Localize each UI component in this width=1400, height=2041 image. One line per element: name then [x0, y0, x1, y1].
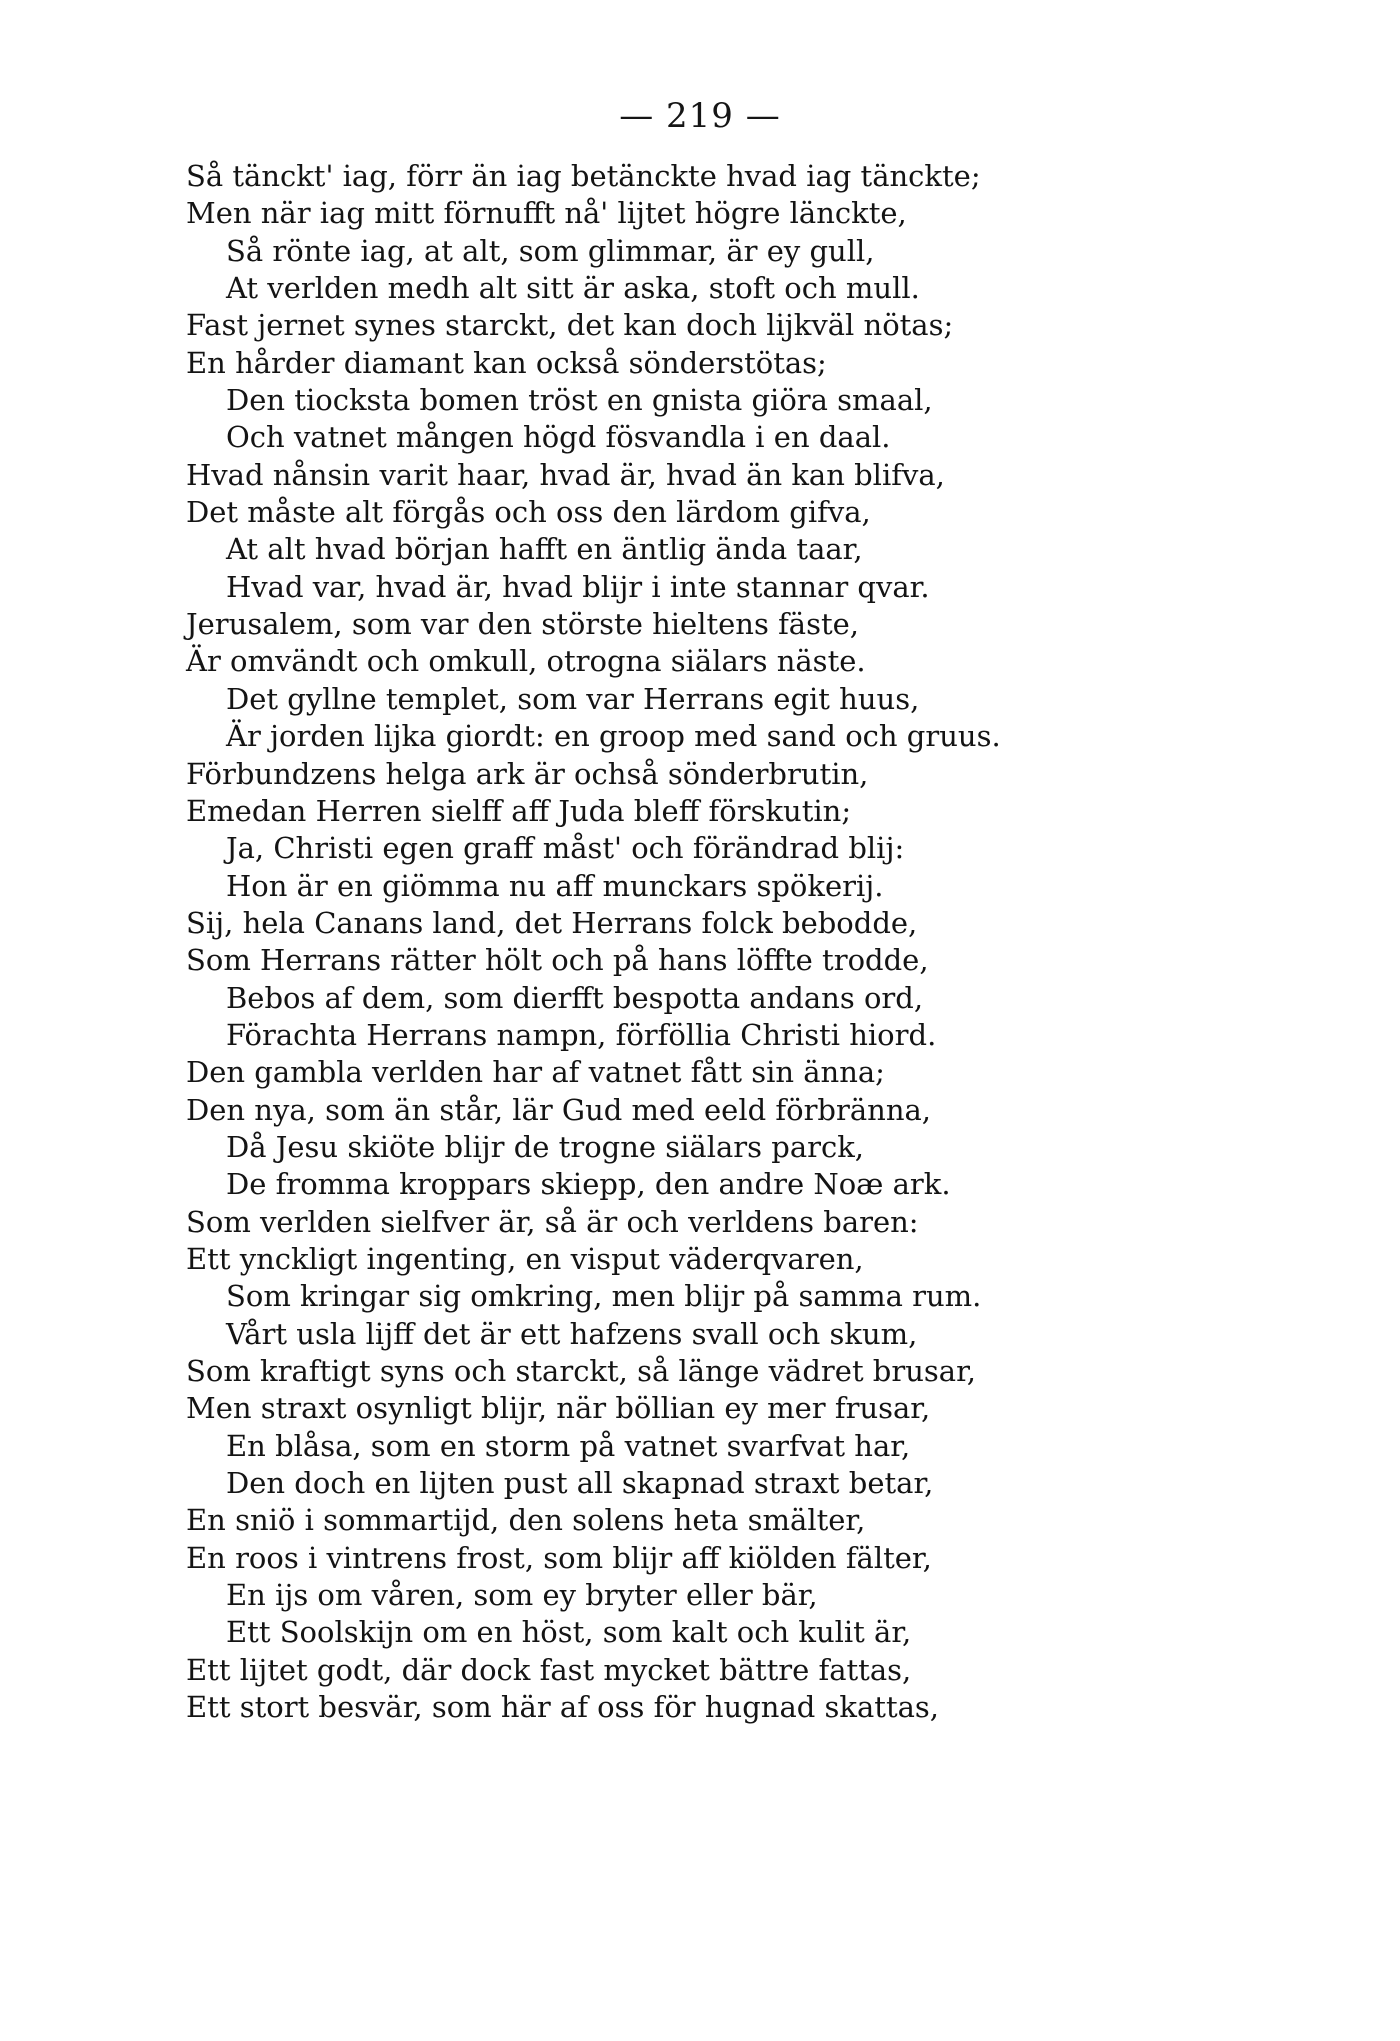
- poem-line: Som Herrans rätter hölt och på hans löffte trodde,: [186, 943, 929, 978]
- poem-line: Ett lijtet godt, där dock fast mycket bättre fattas,: [186, 1652, 912, 1687]
- poem-line: Ett ynckligt ingenting, en visput väderqvaren,: [186, 1241, 864, 1276]
- poem-line: Sij, hela Canans land, det Herrans folck bebodde,: [186, 905, 918, 940]
- poem-line: Hon är en giömma nu aff munckars spökerij.: [226, 868, 884, 903]
- poem-line: Är omvändt och omkull, otrogna siälars näste.: [186, 644, 866, 679]
- poem-line: Men när iag mitt förnufft nå' lijtet högre länckte,: [186, 196, 907, 231]
- poem-line: En roos i vintrens frost, som blijr aff kiölden fälter,: [186, 1540, 932, 1575]
- poem-line: En ijs om våren, som ey bryter eller bär,: [226, 1578, 818, 1613]
- poem-line: En blåsa, som en storm på vatnet svarfvat har,: [226, 1428, 911, 1463]
- poem-line: Så rönte iag, at alt, som glimmar, är ey gull,: [226, 233, 875, 268]
- poem-line: Den nya, som än står, lär Gud med eeld förbränna,: [186, 1092, 932, 1127]
- poem-line: Den doch en lijten pust all skapnad straxt betar,: [226, 1466, 934, 1501]
- poem-line: At verlden medh alt sitt är aska, stoft och mull.: [226, 271, 920, 306]
- poem-line: Hvad nånsin varit haar, hvad är, hvad än kan blifva,: [186, 457, 945, 492]
- poem-line: Ett Soolskijn om en höst, som kalt och kulit är,: [226, 1615, 912, 1650]
- poem-line: En hårder diamant kan också sönderstötas;: [186, 345, 827, 380]
- poem-line: Jerusalem, som var den störste hieltens fäste,: [186, 607, 860, 642]
- poem-line: Som kraftigt syns och starckt, så länge vädret brusar,: [186, 1354, 976, 1388]
- poem-line: Ja, Christi egen graff måst' och förändrad blij:: [226, 831, 905, 866]
- poem-line: Förbundzens helga ark är ochså sönderbrutin,: [186, 756, 869, 791]
- poem-line: Är jorden lijka giordt: en groop med sand och gruus.: [226, 719, 1001, 754]
- poem-line: En sniö i sommartijd, den solens heta smälter,: [186, 1503, 866, 1538]
- poem-line: Som kringar sig omkring, men blijr på samma rum.: [226, 1279, 982, 1314]
- poem-line: Men straxt osynligt blijr, när böllian ey mer frusar,: [186, 1391, 931, 1426]
- poem-line: Förachta Herrans nampn, förföllia Christi hiord.: [226, 1017, 937, 1052]
- poem-line: Hvad var, hvad är, hvad blijr i inte stannar qvar.: [226, 569, 930, 604]
- poem-line: At alt hvad början hafft en äntlig ända taar,: [226, 532, 863, 567]
- poem-line: Fast jernet synes starckt, det kan doch lijkväl nötas;: [186, 308, 954, 343]
- poem-line: Så tänckt' iag, förr än iag betänckte hvad iag tänckte;: [186, 159, 981, 193]
- poem-line: Som verlden sielfver är, så är och verldens baren:: [186, 1204, 919, 1239]
- poem-line: Det måste alt förgås och oss den lärdom gifva,: [186, 495, 871, 530]
- poem-line: Den gambla verlden har af vatnet fått sin änna;: [186, 1055, 885, 1090]
- poem-line: Den tiocksta bomen tröst en gnista giöra smaal,: [226, 383, 933, 418]
- poem-line: Vårt usla lijff det är ett hafzens svall och skum,: [226, 1316, 918, 1351]
- poem-line: Emedan Herren sielff aff Juda bleff förskutin;: [186, 793, 852, 828]
- poem-line: De fromma kroppars skiepp, den andre Noæ ark.: [226, 1167, 951, 1202]
- poem-line: Ett stort besvär, som här af oss för hugnad skattas,: [186, 1690, 939, 1725]
- page-number: — 219 —: [619, 96, 781, 136]
- poem-line: Det gyllne templet, som var Herrans egit huus,: [226, 681, 920, 716]
- poem-line: Då Jesu skiöte blijr de trogne siälars parck,: [226, 1129, 864, 1164]
- poem-line: Bebos af dem, som dierfft bespotta andans ord,: [226, 980, 924, 1015]
- poem-text: [186, 158, 1316, 1726]
- poem-line: Och vatnet mången högd fösvandla i en daal.: [226, 420, 891, 455]
